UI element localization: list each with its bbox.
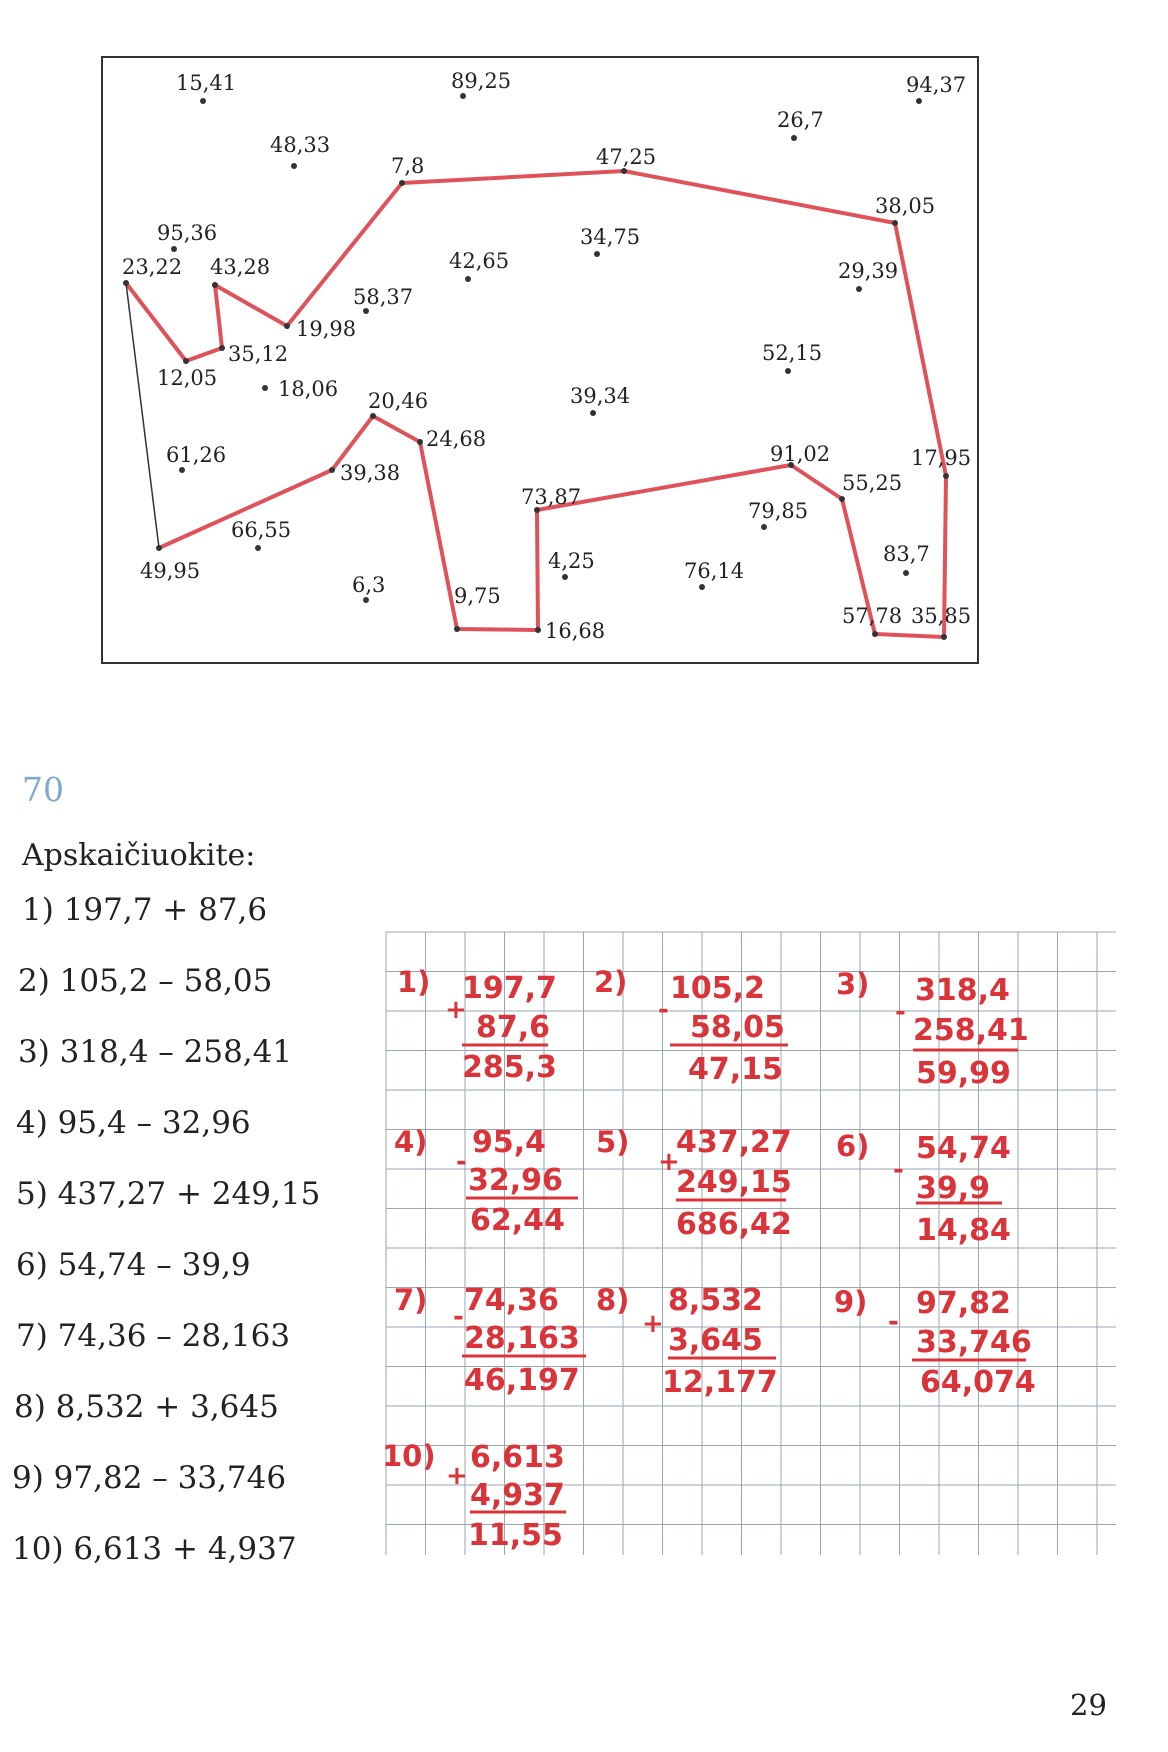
first-operand: 74,36 xyxy=(464,1283,559,1318)
page-number: 29 xyxy=(1070,1688,1107,1722)
point-label: 6,3 xyxy=(352,573,386,597)
point-label: 95,36 xyxy=(157,221,218,245)
point-label: 29,39 xyxy=(838,259,899,283)
operation-sign: - xyxy=(658,995,669,1025)
operation-sign: - xyxy=(893,1155,904,1185)
solution-6 xyxy=(836,1129,1011,1248)
result: 64,074 xyxy=(920,1365,1036,1400)
result: 12,177 xyxy=(662,1365,778,1400)
solution-number: 5) xyxy=(596,1125,630,1159)
result: 62,44 xyxy=(470,1203,565,1238)
second-operand: 3,645 xyxy=(668,1323,763,1358)
exercise-number: 70 xyxy=(22,770,64,809)
result: 59,99 xyxy=(916,1056,1011,1091)
point-label: 42,65 xyxy=(449,249,510,273)
point-label: 35,12 xyxy=(228,342,289,366)
point-label: 49,95 xyxy=(140,559,201,583)
result: 11,55 xyxy=(468,1518,563,1553)
operation-sign: - xyxy=(895,997,906,1027)
solution-number: 8) xyxy=(596,1283,630,1317)
solution-7 xyxy=(394,1283,586,1398)
point-label: 12,05 xyxy=(157,366,218,390)
solution-number: 9) xyxy=(834,1285,868,1319)
exercise-item-4: 4) 95,4 – 32,96 xyxy=(16,1105,251,1141)
solution-number: 4) xyxy=(394,1125,428,1159)
exercise-item-8: 8) 8,532 + 3,645 xyxy=(14,1389,279,1425)
exercise-item-6: 6) 54,74 – 39,9 xyxy=(16,1247,251,1283)
second-operand: 32,96 xyxy=(468,1163,563,1198)
operation-sign: + xyxy=(446,1461,468,1491)
point-label: 38,05 xyxy=(875,194,936,218)
second-operand: 28,163 xyxy=(464,1321,580,1356)
solution-1 xyxy=(397,965,557,1085)
point-label: 9,75 xyxy=(454,584,501,608)
first-operand: 6,613 xyxy=(470,1440,565,1475)
second-operand: 33,746 xyxy=(916,1325,1032,1360)
solution-4 xyxy=(394,1125,578,1238)
point-label: 94,37 xyxy=(906,73,967,97)
exercise-item-1: 1) 197,7 + 87,6 xyxy=(22,892,268,928)
point-label: 55,25 xyxy=(842,471,903,495)
second-operand: 258,41 xyxy=(913,1013,1029,1048)
solution-3 xyxy=(836,967,1029,1091)
point-label: 43,28 xyxy=(210,255,271,279)
point-label: 19,98 xyxy=(296,317,357,341)
first-operand: 105,2 xyxy=(670,971,765,1006)
operation-sign: - xyxy=(453,1302,464,1332)
first-operand: 437,27 xyxy=(676,1125,792,1160)
exercise-item-3: 3) 318,4 – 258,41 xyxy=(18,1034,293,1070)
point-label: 48,33 xyxy=(270,133,331,157)
point-label: 39,38 xyxy=(340,461,401,485)
point-label: 66,55 xyxy=(231,518,292,542)
point-label: 73,87 xyxy=(521,485,582,509)
point-label: 52,15 xyxy=(762,341,823,365)
exercise-item-2: 2) 105,2 – 58,05 xyxy=(18,963,273,999)
solution-number: 10) xyxy=(382,1439,436,1473)
point-label: 15,41 xyxy=(176,71,237,95)
point-label: 34,75 xyxy=(580,225,641,249)
exercise-item-9: 9) 97,82 – 33,746 xyxy=(12,1460,287,1496)
result: 686,42 xyxy=(676,1207,792,1242)
operation-sign: + xyxy=(642,1309,664,1339)
first-operand: 318,4 xyxy=(915,973,1010,1008)
result: 285,3 xyxy=(462,1050,557,1085)
second-operand: 39,9 xyxy=(916,1171,991,1206)
exercise-instruction: Apskaičiuokite: xyxy=(22,838,256,873)
solution-number: 6) xyxy=(836,1129,870,1163)
point-label: 24,68 xyxy=(426,427,487,451)
first-operand: 95,4 xyxy=(472,1125,547,1160)
point-label: 23,22 xyxy=(122,255,183,279)
operation-sign: - xyxy=(456,1147,467,1177)
point-label: 83,7 xyxy=(883,542,930,566)
point-label: 26,7 xyxy=(777,108,824,132)
solution-10 xyxy=(382,1439,566,1553)
point-label: 47,25 xyxy=(596,145,657,169)
exercise-item-10: 10) 6,613 + 4,937 xyxy=(12,1531,297,1567)
second-operand: 4,937 xyxy=(470,1478,565,1513)
point-label: 39,34 xyxy=(570,384,631,408)
result: 47,15 xyxy=(688,1052,783,1087)
point-label: 7,8 xyxy=(391,154,425,178)
result: 46,197 xyxy=(464,1363,580,1398)
second-operand: 249,15 xyxy=(676,1165,792,1200)
operation-sign: - xyxy=(888,1307,899,1337)
second-operand: 87,6 xyxy=(476,1010,551,1045)
point-label: 18,06 xyxy=(278,377,339,401)
point-label: 16,68 xyxy=(545,619,606,643)
first-operand: 8,532 xyxy=(668,1283,763,1318)
point-label: 57,78 xyxy=(842,604,903,628)
solution-number: 3) xyxy=(836,967,870,1001)
point-label: 91,02 xyxy=(770,442,831,466)
point-label: 17,95 xyxy=(911,446,972,470)
solution-5 xyxy=(596,1125,792,1242)
handwritten-solutions xyxy=(382,965,1036,1553)
point-label: 4,25 xyxy=(548,549,595,573)
point-label: 35,85 xyxy=(911,604,972,628)
point-label: 20,46 xyxy=(368,389,429,413)
result: 14,84 xyxy=(916,1213,1011,1248)
first-operand: 54,74 xyxy=(916,1131,1011,1166)
first-operand: 197,7 xyxy=(462,971,557,1006)
solution-number: 2) xyxy=(594,965,628,999)
point-label: 76,14 xyxy=(684,559,745,583)
point-label: 79,85 xyxy=(748,499,809,523)
solution-9 xyxy=(834,1285,1036,1400)
solution-number: 7) xyxy=(394,1283,428,1317)
point-label: 58,37 xyxy=(353,285,414,309)
exercise-item-5: 5) 437,27 + 249,15 xyxy=(16,1176,321,1212)
operation-sign: + xyxy=(658,1147,680,1177)
operation-sign: + xyxy=(445,995,467,1025)
point-label: 61,26 xyxy=(166,443,227,467)
point-label: 89,25 xyxy=(451,69,512,93)
exercise-item-7: 7) 74,36 – 28,163 xyxy=(16,1318,291,1354)
second-operand: 58,05 xyxy=(690,1010,785,1045)
first-operand: 97,82 xyxy=(916,1286,1011,1321)
solution-number: 1) xyxy=(397,965,431,999)
